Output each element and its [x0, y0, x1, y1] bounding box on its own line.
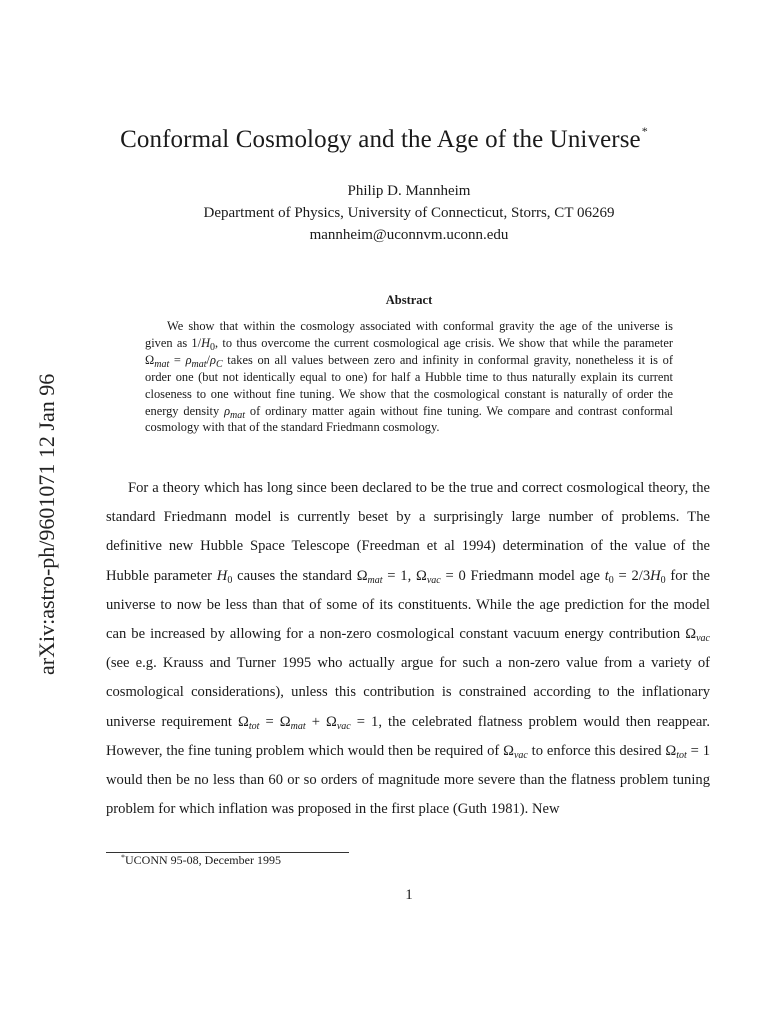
paper-title — [0, 124, 768, 154]
arxiv-identifier: arXiv:astro-ph/9601071 12 Jan 96 — [34, 373, 59, 675]
abstract-text: We show that within the cosmology associated with conformal gravity the age of the universe is given as $1/H_0$, to thus overcome the current cosmological age crisis. We show that while the parameter $\Omega_{mat} = \rho_{mat}/\rho_C$ takes on all values between zero and infinity in conformal gravity, nonetheless it is of order one (but not identically equal to one) for half a Hubble time to thus naturally explain its current closeness to one without fine tuning. We show that the cosmological constant is naturally of order the energy density $\rho_{mat}$ of ordinary matter again without fine tuning. We compare and contrast conformal cosmology with that of the standard Friedmann cosmology. — [145, 319, 673, 435]
author-affiliation: Department of Physics, University of Connecticut, Storrs, CT 06269 — [203, 205, 615, 221]
abstract-heading: Abstract — [385, 293, 433, 307]
footnote-mark: * — [121, 853, 125, 862]
author-email: mannheim@uconnvm.uconn.edu — [309, 227, 509, 243]
title-text: Conformal Cosmology and the Age of the Universe — [120, 126, 641, 153]
body-paragraph: For a theory which has long since been declared to be the true and correct cosmological theory, the standard Friedmann model is currently beset by a surprisingly large number of problems. The definitive new Hubble Space Telescope (Freedman et al 1994) determination of the value of the Hubble parameter $H_0$ causes the standard $\Omega_{mat} = 1$, $\Omega_{vac} = 0$ Friedmann model age $t_0 = 2/3H_0$ for the universe to now be less than that of some of its constituents. While the age prediction for the model can be increased by allowing for a non-zero cosmological constant vacuum energy contribution $\Omega_{vac}$ (see e.g. Krauss and Turner 1995 who actually argue for such a non-zero value from a variety of cosmological considerations), unless this contribution is constrained according to the inflationary universe requirement $\Omega_{tot} = \Omega_{mat} + \Omega_{vac} = 1$, the celebrated flatness problem would then reappear. However, the fine tuning problem which would then be required of $\Omega_{vac}$ to enforce this desired $\Omega_{tot} = 1$ would then be no less than 60 or so orders of magnitude more severe than the flatness problem tuning problem for which inflation was proposed in the first place (Guth 1981). New — [106, 480, 711, 818]
title-footnote-mark: * — [641, 124, 648, 138]
author-block — [0, 180, 768, 246]
page-number: 1 — [405, 887, 413, 903]
author-name: Philip D. Mannheim — [347, 183, 471, 199]
footnote-text: UCONN 95-08, December 1995 — [125, 853, 281, 867]
footnote — [121, 853, 281, 868]
